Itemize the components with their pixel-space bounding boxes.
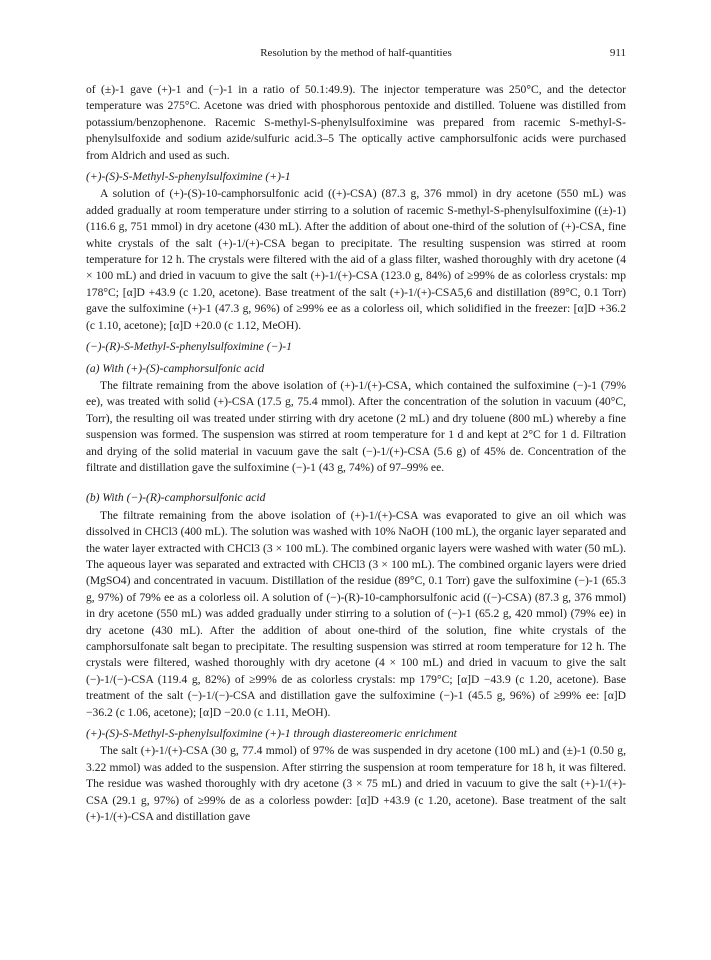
subheading-a-plus-csa: (a) With (+)-(S)-camphorsulfonic acid: [86, 361, 265, 375]
running-head-title: Resolution by the method of half-quantities: [260, 47, 452, 59]
article-body: [86, 82, 626, 825]
paragraph-method-b: The filtrate remaining from the above isolation of (+)-1/(+)-CSA was evaporated to give an oil which was dissolved in CHCl3 (400 mL). The solution was washed with 10% NaOH (100 mL), the organic layer separated and the water layer extracted with CHCl3 (3 × 100 mL). The combined organic layers were washed with water (50 mL). The aqueous layer was separated and extracted with CHCl3 (3 × 100 mL). The combined organic layers were dried (MgSO4) and concentrated in vacuum. Distillation of the residue (89°C, 0.1 Torr) gave the sulfoximine (−)-1 (65.3 g, 97%) of 79% ee as a colorless oil. A solution of (−)-(R)-10-camphorsulfonic acid ((−)-CSA) (87.3 g, 376 mmol) in dry acetone (550 mL) was added gradually under stirring to a solution of (−)-1 (65.2 g, 420 mmol) (79% ee) in dry acetone (430 mL). After the addition of about one-third of the solution, fine white crystals of the camphorsulfonate salt began to precipitate. The resulting suspension was stirred at room temperature for 12 h. The crystals were filtered, washed thoroughly with dry acetone (4 × 100 mL) and dried in vacuum to give the salt (−)-1/(−)-CSA (119.4 g, 82%) of ≥99% de as colorless crystals: mp 179°C; [α]D −43.9 (c 1.20, acetone). Base treatment of the salt (−)-1/(−)-CSA and distillation gave the sulfoximine (−)-1 (45.5 g, 96%) of ≥99% ee: [α]D −36.2 (c 1.06, acetone); [α]D −20.0 (c 1.11, MeOH).: [86, 508, 626, 719]
running-head: [86, 47, 626, 63]
heading-diastereomeric-enrichment: (+)-(S)-S-Methyl-S-phenylsulfoximine (+)-1 through diastereomeric enrichment: [86, 727, 457, 741]
subheading-b-minus-csa: (b) With (−)-(R)-camphorsulfonic acid: [86, 491, 266, 505]
page-number: 911: [609, 47, 626, 59]
heading-minus-sulfoximine: (−)-(R)-S-Methyl-S-phenylsulfoximine (−)-1: [86, 340, 292, 354]
paragraph-intro-continued: of (±)-1 gave (+)-1 and (−)-1 in a ratio of 50.1:49.9). The injector temperature was 250°C, and the detector temperature was 275°C. Acetone was dried with phosphorous pentoxide and distilled. Toluene was distilled from potassium/benzophenone. Racemic S-methyl-S-phenylsulfoximine was prepared from racemic S-methyl-S-phenylsulfoxide and sodium azide/sulfuric acid.3–5 The optically active camphorsulfonic acids were purchased from Aldrich and used as such.: [86, 83, 626, 162]
paragraph-plus-sulfoximine: A solution of (+)-(S)-10-camphorsulfonic acid ((+)-CSA) (87.3 g, 376 mmol) in dry acetone (550 mL) was added gradually at room temperature under stirring to a solution of racemic S-methyl-S-phenylsulfoximine ((±)-1) (116.6 g, 751 mmol) in dry acetone (430 mL). After the addition of about one-third of the solution of (+)-CSA, fine white crystals of the salt (+)-1/(+)-CSA began to precipitate. The resulting suspension was stirred at room temperature for 12 h. The crystals were filtered with the aid of a glass filter, washed thoroughly with dry acetone (4 × 100 mL) and dried in vacuum to give the salt (+)-1/(+)-CSA (123.0 g, 84%) of ≥99% de as colorless crystals: mp 178°C; [α]D +43.9 (c 1.20, acetone). Base treatment of the salt (+)-1/(+)-CSA5,6 and distillation (89°C, 0.1 Torr) gave the sulfoximine (+)-1 (47.3 g, 96%) of ≥99% ee as a colorless oil, which solidified in the freezer: [α]D +36.2 (c 1.10, acetone); [α]D +20.0 (c 1.12, MeOH).: [86, 187, 626, 332]
paragraph-enrichment: The salt (+)-1/(+)-CSA (30 g, 77.4 mmol) of 97% de was suspended in dry acetone (100 mL) and (±)-1 (0.50 g, 3.22 mmol) was added to the suspension. After stirring the suspension at room temperature for 18 h, it was filtered. The residue was washed thoroughly with dry acetone (3 × 75 mL) and dried in vacuum to give the salt (+)-1/(+)-CSA (29.1 g, 97%) of ≥99% de as a colorless powder: [α]D +43.9 (c 1.20, acetone). Base treatment of the salt (+)-1/(+)-CSA and distillation gave: [86, 744, 626, 824]
paragraph-method-a: The filtrate remaining from the above isolation of (+)-1/(+)-CSA, which contained the sulfoximine (−)-1 (79% ee), was treated with solid (+)-CSA (17.5 g, 75.4 mmol). After the concentration of the solution in vacuum (40°C, Torr), the resulting oil was treated under stirring with dry acetone (2 mL) and dry toluene (800 mL) whereby a fine suspension was formed. The suspension was stirred at room temperature for 1 d and kept at 2°C for 1 d. Filtration and drying of the solid material in vacuum gave the salt (−)-1/(+)-CSA (5.6 g) of 45% de. Concentration of the filtrate and distillation gave the sulfoximine (−)-1 (43 g, 74%) of 97–99% ee.: [86, 378, 626, 474]
heading-plus-sulfoximine: (+)-(S)-S-Methyl-S-phenylsulfoximine (+)-1: [86, 170, 291, 184]
